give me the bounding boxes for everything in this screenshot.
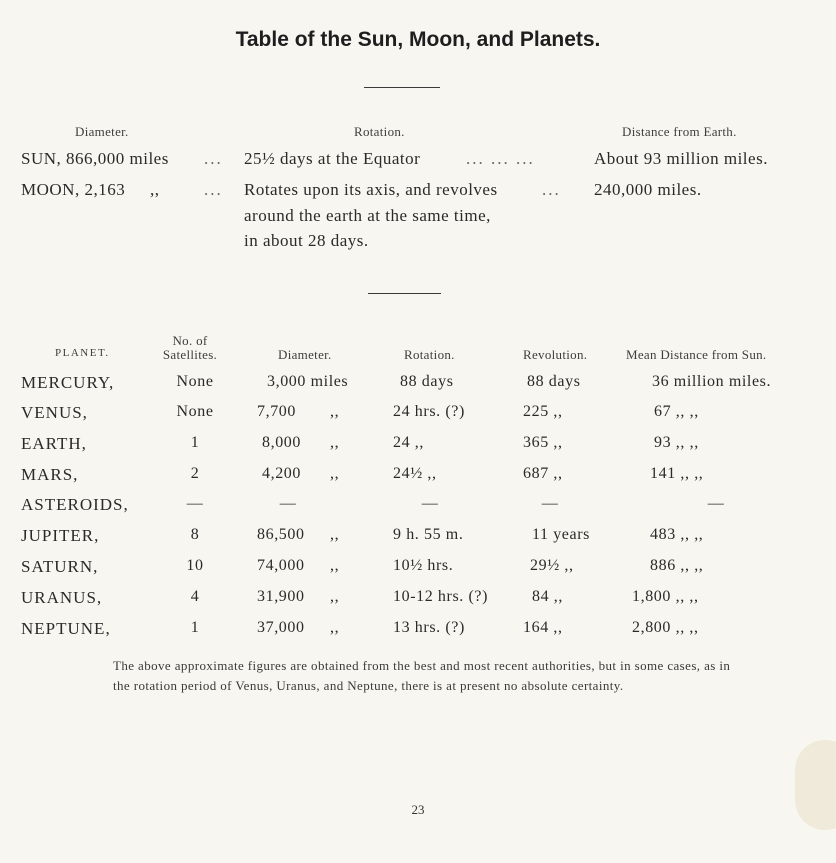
planet-rotation: 88 days bbox=[400, 373, 454, 390]
planet-rotation: 10-12 hrs. (?) bbox=[393, 588, 489, 605]
sun-leader-1: ... bbox=[204, 149, 223, 168]
moon-rotation-line-2: around the earth at the same time, bbox=[244, 206, 491, 225]
planet-rotation: 24 ,, bbox=[393, 434, 424, 451]
divider-rule bbox=[368, 293, 441, 294]
moon-distance: 240,000 miles. bbox=[594, 180, 702, 199]
planet-satellites: None bbox=[176, 403, 214, 420]
planet-diameter-ditto: ,, bbox=[330, 465, 340, 482]
planet-revolution: 88 days bbox=[527, 373, 581, 390]
divider-rule bbox=[364, 87, 440, 88]
planet-distance: 67 ,, ,, bbox=[654, 403, 699, 420]
planet-name: JUPITER, bbox=[21, 526, 100, 545]
moon-name: MOON, 2,163 bbox=[21, 180, 126, 199]
planet-diameter-ditto: ,, bbox=[330, 619, 340, 636]
header-planet-distance: Mean Distance from Sun. bbox=[626, 347, 767, 362]
planet-rotation: 9 h. 55 m. bbox=[393, 526, 464, 543]
planet-rotation: 24½ ,, bbox=[393, 465, 437, 482]
planet-diameter: 31,900 bbox=[257, 588, 305, 605]
moon-rotation-line-1: Rotates upon its axis, and revolves bbox=[244, 180, 498, 199]
page-number: 23 bbox=[411, 802, 425, 817]
header-satellites-line-2: Satellites. bbox=[162, 347, 218, 362]
planet-revolution: 164 ,, bbox=[523, 619, 563, 636]
planet-diameter: 3,000 miles bbox=[267, 373, 349, 390]
library-stamp bbox=[795, 740, 836, 830]
planet-distance: 483 ,, ,, bbox=[650, 526, 704, 543]
planet-satellites: None bbox=[176, 373, 214, 390]
planet-diameter: 74,000 bbox=[257, 557, 305, 574]
planet-distance: — bbox=[707, 495, 725, 512]
planet-diameter-ditto: ,, bbox=[330, 557, 340, 574]
planet-satellites: — bbox=[186, 495, 204, 512]
planet-diameter-ditto: ,, bbox=[330, 526, 340, 543]
planet-satellites: 1 bbox=[190, 619, 200, 636]
planet-satellites: 8 bbox=[190, 526, 200, 543]
header-satellites-line-1: No. of bbox=[172, 333, 208, 348]
planet-distance: 1,800 ,, ,, bbox=[632, 588, 699, 605]
planet-name: MARS, bbox=[21, 465, 79, 484]
planet-satellites: 2 bbox=[190, 465, 200, 482]
header-planet: PLANET. bbox=[55, 347, 110, 359]
planet-name: EARTH, bbox=[21, 434, 87, 453]
planet-distance: 93 ,, ,, bbox=[654, 434, 699, 451]
page-title: Table of the Sun, Moon, and Planets. bbox=[235, 28, 601, 51]
planet-diameter: 7,700 bbox=[257, 403, 296, 420]
planet-diameter-ditto: ,, bbox=[330, 403, 340, 420]
planet-revolution: — bbox=[541, 495, 559, 512]
footnote: The above approximate figures are obtained from the best and most recent authorities, but in some cases, as in the rotation period of Venus, Uranus, and Neptune, there is at present no absolute certainty. bbox=[113, 658, 731, 693]
planet-diameter-ditto: ,, bbox=[330, 434, 340, 451]
header-diameter: Diameter. bbox=[75, 124, 129, 139]
planet-revolution: 225 ,, bbox=[523, 403, 563, 420]
planet-rotation: 13 hrs. (?) bbox=[393, 619, 465, 636]
planet-rotation: — bbox=[421, 495, 439, 512]
planet-name: MERCURY, bbox=[21, 373, 115, 392]
planet-name: URANUS, bbox=[21, 588, 103, 607]
planet-diameter: — bbox=[279, 495, 297, 512]
sun-rotation: 25½ days at the Equator bbox=[244, 149, 421, 168]
planet-distance: 141 ,, ,, bbox=[650, 465, 704, 482]
planet-distance: 886 ,, ,, bbox=[650, 557, 704, 574]
header-distance: Distance from Earth. bbox=[622, 124, 737, 139]
planet-name: NEPTUNE, bbox=[21, 619, 111, 638]
moon-leader-2: ... bbox=[542, 180, 561, 199]
planet-revolution: 29½ ,, bbox=[530, 557, 574, 574]
planet-satellites: 4 bbox=[190, 588, 200, 605]
planet-diameter: 86,500 bbox=[257, 526, 305, 543]
sun-distance: About 93 million miles. bbox=[594, 149, 768, 168]
sun-leader-2: ... ... ... bbox=[466, 149, 535, 168]
planet-revolution: 365 ,, bbox=[523, 434, 563, 451]
planet-satellites: 10 bbox=[186, 557, 204, 574]
planet-revolution: 687 ,, bbox=[523, 465, 563, 482]
planet-diameter: 4,200 bbox=[262, 465, 301, 482]
planet-diameter: 37,000 bbox=[257, 619, 305, 636]
planet-revolution: 11 years bbox=[532, 526, 590, 543]
planet-distance: 2,800 ,, ,, bbox=[632, 619, 699, 636]
planet-name: SATURN, bbox=[21, 557, 99, 576]
planet-diameter-ditto: ,, bbox=[330, 588, 340, 605]
planet-revolution: 84 ,, bbox=[532, 588, 563, 605]
header-planet-diameter: Diameter. bbox=[278, 347, 332, 362]
header-planet-revolution: Revolution. bbox=[523, 347, 588, 362]
planet-name: VENUS, bbox=[21, 403, 88, 422]
planet-diameter: 8,000 bbox=[262, 434, 301, 451]
planet-rotation: 24 hrs. (?) bbox=[393, 403, 465, 420]
moon-leader-1: ... bbox=[204, 180, 223, 199]
planet-satellites: 1 bbox=[190, 434, 200, 451]
planet-distance: 36 million miles. bbox=[652, 373, 772, 390]
planet-rotation: 10½ hrs. bbox=[393, 557, 454, 574]
moon-ditto: ,, bbox=[150, 180, 160, 199]
sun-name: SUN, 866,000 miles bbox=[21, 149, 169, 168]
planet-name: ASTEROIDS, bbox=[21, 495, 129, 514]
moon-rotation-line-3: in about 28 days. bbox=[244, 231, 369, 250]
header-rotation: Rotation. bbox=[354, 124, 405, 139]
header-planet-rotation: Rotation. bbox=[404, 347, 455, 362]
